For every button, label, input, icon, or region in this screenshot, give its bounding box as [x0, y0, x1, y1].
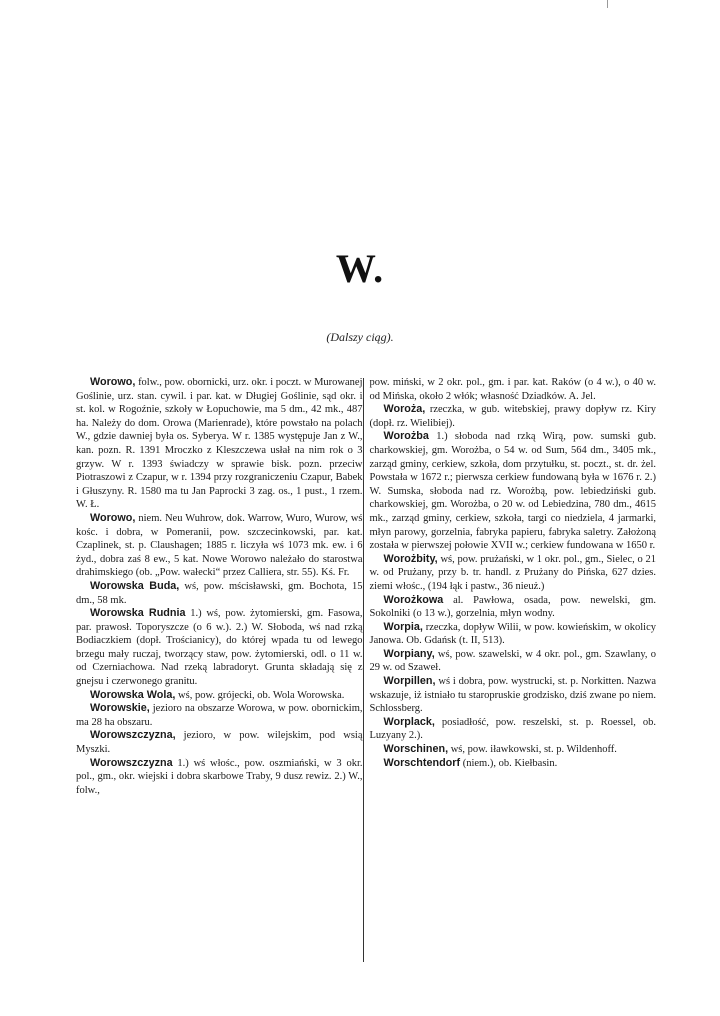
entry-headword: Worowo, [90, 376, 136, 388]
entry-headword: Worowska Rudnia [90, 607, 186, 620]
dictionary-entry [370, 430, 657, 552]
entry-text: 1.) słoboda nad rzką Wirą, pow. sumski gub. charkowskiej, gm. Worożba, o 54 w. od Sum, 564 dm., 3405 mk., zarząd gminy, cerkiew, szkoła, dom przytułku, st. poczt., st. dr. żel. Powstała w 1672 r.; pierwsza cerkiew fundowaną była w 1676 r. 2.) W. Sumska, słoboda nad rz. Worożbą, pow. lebiedziński gub. charkowskiej, gm. Worożba, o 20 w. od Lebiedzina, 780 dm., 4615 mk., zarząd gminy, cerkiew, szkoła, targi co niedziela, 4 jarmarki, młyn parowy, gorzelnia, fabryka papieru, fabryka saletry. Założoną została w pierwszej połowie XVII w.; cerkiew fundowana w 1650 r. [369, 431, 656, 552]
entry-text: jezioro, w pow. wilejskim, pod wsią Myszki. [76, 730, 363, 756]
entry-headword: Worschinen, [383, 743, 449, 756]
section-letter: W. [335, 246, 385, 291]
dictionary-entry [76, 689, 363, 703]
entry-text: wś, pow. prużański, w 1 okr. pol., gm., Sielec, o 21 w. od Prużany, przy b. tr. handl. z Prużany do Pińska, 627 dzies. ziemi włośc., (194 łąk i pastw., 36 nieuż.) [369, 553, 656, 592]
dictionary-entry [370, 403, 657, 430]
dictionary-entry [76, 580, 363, 607]
dictionary-entry [370, 743, 657, 757]
dictionary-entry [76, 607, 363, 689]
entry-headword: Worowszczyzna [90, 756, 173, 769]
dictionary-entry [370, 553, 657, 594]
dictionary-entry [76, 702, 363, 729]
entry-headword: Worożkowa [383, 593, 444, 606]
entry-headword: Worpia, [383, 620, 423, 633]
dictionary-entry [76, 376, 363, 512]
dictionary-entry [370, 376, 657, 403]
entry-text: jezioro na obszarze Worowa, w pow. obornickim, ma 28 ha obszaru. [76, 703, 363, 728]
dictionary-entry [370, 757, 657, 771]
dictionary-entry [76, 757, 363, 798]
dictionary-entry [370, 675, 657, 716]
entry-text: (niem.), ob. Kiełbasin. [460, 757, 558, 769]
entry-headword: Worożbity, [383, 552, 438, 565]
entry-text: al. Pawłowa, osada, pow. newelski, gm. Sokolniki (o 13 w.), gorzelnia, młyn wodny. [369, 594, 656, 620]
entry-headword: Worożba [383, 430, 429, 443]
entry-headword: Worowszczyzna, [90, 729, 176, 742]
entry-text: folw., pow. obornicki, urz. okr. i poczt. w Murowanej Goślinie, urz. stan. cywil. i par. kat. w Długiej Goślinie, sąd okr. i st. kol. w Rogoźnie, szkoły w Łopuchowie, ma 5 dm., 42 mk., 487 ha. Należy do dom. Orowa (Marienrade), które powstało na polach W., gdzie dawniej była os. Syberya. W r. 1385 występuje Jan z W., kan. pozn. R. 1391 Mroczko z Kleszczewa usłał na nim rok o 3 grzyw. W r. 1393 świadczy w sprawie bisk. pozn. przeciw Piotraszowi z Czapur, w r. 1394 przy rozgraniczeniu Czapur, Babek i Głuszyny. R. 1580 ma tu Jan Paprocki 3 zag. os., 1 pust., 1 rzem. W. Ł. [76, 377, 363, 511]
dictionary-entry [76, 729, 363, 756]
entry-text: pow. miński, w 2 okr. pol., gm. i par. kat. Raków (o 4 w.), o 40 w. od Mińska, około 2 włók; własność Dziadków. A. Jel. [369, 377, 656, 402]
entry-headword: Worowska Wola, [90, 688, 176, 701]
left-column [76, 376, 363, 797]
entry-text: wś, pow. iławkowski, st. p. Wildenhoff. [448, 744, 617, 756]
entry-text: rzeczka, w gub. witebskiej, prawy dopływ rz. Kiry (dopł. rz. Wielibiej). [369, 404, 656, 429]
entry-headword: Woroża, [383, 403, 426, 416]
entry-text: rzeczka, dopływ Wilii, w pow. kowieńskim, w okolicy Janowa. Ob. Gdańsk (t. II, 513). [369, 621, 656, 647]
dictionary-entry [370, 594, 657, 621]
entry-text: wś, pow. szawelski, w 4 okr. pol., gm. Szawlany, o 29 w. od Szaweł. [369, 648, 656, 674]
scan-mark [607, 0, 608, 8]
entry-text: wś i dobra, pow. wystrucki, st. p. Norkitten. Nazwa wskazuje, iż istniało tu staropruskie grodzisko, dziś zwane po niem. Schlossberg. [369, 676, 656, 715]
continuation-note [0, 330, 720, 345]
right-column [364, 376, 657, 770]
dictionary-entry [370, 648, 657, 675]
entry-text: posiadłość, pow. reszelski, st. p. Roessel, ob. Luzyany 2.). [369, 716, 656, 742]
continuation-text: (Dalszy ciąg). [326, 330, 394, 344]
dictionary-entry [370, 621, 657, 648]
entry-headword: Worowska Buda, [90, 579, 180, 592]
entry-text: wś, pow. grójecki, ob. Wola Worowska. [175, 689, 345, 701]
entry-text: niem. Neu Wuhrow, dok. Warrow, Wuro, Wurow, wś kośc. i dobra, w Pomeranii, pow. szczecinkowski, par. kat. Czaplinek, st. p. Claushagen; 1885 r. liczyła wś 1073 mk. ew. i 6 żyd., dobra zaś 8 ew., 5 kat. Nowe Worowo należało do starostwa drahimskiego (ob. „Pow. wałecki“ przez Calliera, str. 55). Kś. Fr. [76, 512, 363, 579]
dictionary-entry [76, 512, 363, 580]
entry-headword: Worowskie, [90, 702, 150, 715]
text-columns [76, 376, 656, 962]
entry-headword: Worpillen, [383, 675, 436, 688]
entry-headword: Worschtendorf [383, 756, 461, 769]
entry-text: 1.) wś, pow. żytomierski, gm. Fasowa, par. prawosł. Toporyszcze (o 6 w.). 2.) W. Słoboda, wś nad rzką Bodiaczkiem (dopł. Trościanicy), do której wpada tu od lewego brzegu mały ruczaj, tworzący staw, pow. żytomierski, odl. o 11 w. od Czerniachowa. Nad rzeką labradoryt. Grunta składają się z gnejsu i czerwonego granitu. [76, 608, 363, 688]
entry-headword: Worpiany, [383, 647, 435, 660]
dictionary-entry [370, 716, 657, 743]
entry-headword: Worplack, [383, 715, 435, 728]
entry-text: wś, pow. mścisławski, gm. Bochota, 15 dm., 58 mk. [76, 580, 363, 606]
entry-headword: Worowo, [90, 511, 136, 524]
entry-text: 1.) wś włośc., pow. oszmiański, w 3 okr. pol., gm., okr. wiejski i dobra skarbowe Traby, 9 dusz rewiz. 2.) W., folw., [76, 757, 363, 796]
